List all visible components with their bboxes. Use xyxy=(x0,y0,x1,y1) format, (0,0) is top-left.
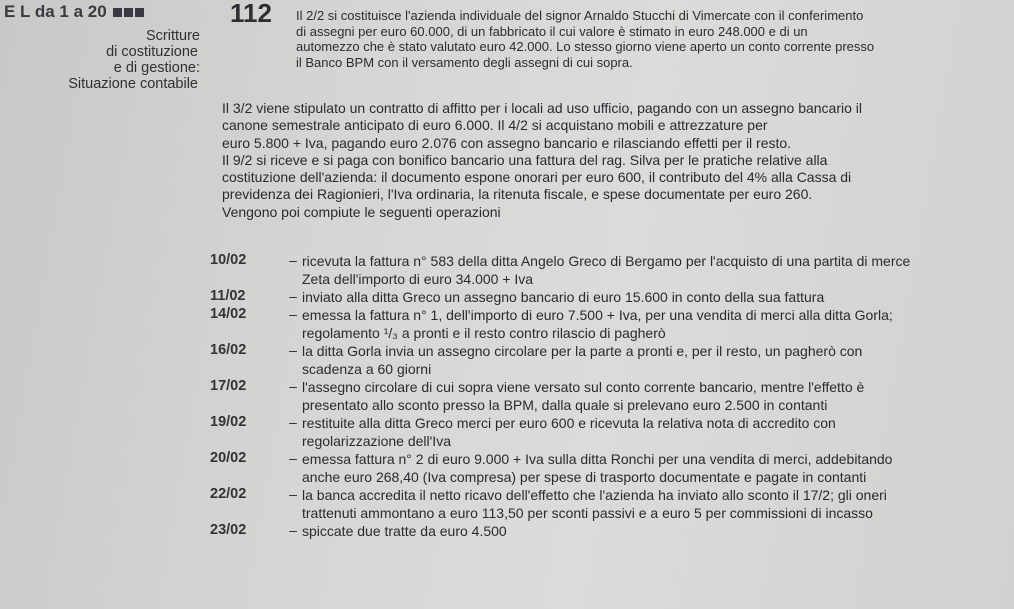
operation-text: spiccate due tratte da euro 4.500 xyxy=(302,523,507,539)
operation-text: la banca accredita il netto ricavo dell'effetto che l'azienda ha inviato allo sconto il 17/2; gli oneri xyxy=(302,487,887,503)
operation-item: 14/02 – emessa la fattura n° 1, dell'importo di euro 7.500 + Iva, per una vendita di merci alla ditta Gorla; regolamento ¹/₃ a pronti e il resto contro rilascio di pagherò xyxy=(210,306,1010,342)
text-line: di assegni per euro 60.000, di un fabbricato il cui valore è stimato in euro 248.000 e di un xyxy=(296,23,808,39)
operation-text: emessa la fattura n° 1, dell'importo di euro 7.500 + Iva, per una vendita di merci alla ditta Gorla; xyxy=(302,307,893,323)
operation-item: 19/02 – restituite alla ditta Greco merci per euro 600 e ricevuta la relativa nota di accredito con regolarizzazione dell'Iva xyxy=(210,414,1010,450)
exercise-topic-sidebar xyxy=(4,28,204,92)
operation-text: regolamento ¹/₃ a pronti e il resto contro rilascio di pagherò xyxy=(302,325,666,341)
operation-text: presentato allo sconto presso la BPM, dalla quale si prelevano euro 2.500 in contanti xyxy=(302,397,828,413)
operation-text: l'assegno circolare di cui sopra viene versato sul conto corrente bancario, mentre l'effetto è xyxy=(302,379,865,395)
text-line: Il 9/2 si riceve e si paga con bonifico bancario una fattura del rag. Silva per le pratiche relative alla xyxy=(222,151,828,168)
square-bullet-icon xyxy=(124,8,133,17)
operation-text: scadenza a 60 giorni xyxy=(302,361,432,377)
operation-item: 23/02 – spiccate due tratte da euro 4.500 xyxy=(210,522,1010,540)
topic-line: di costituzione xyxy=(106,44,198,60)
chapter-range-header xyxy=(4,2,144,22)
operation-date: 11/02 xyxy=(210,288,246,304)
operation-item: 11/02 – inviato alla ditta Greco un assegno bancario di euro 15.600 in conto della sua fattura xyxy=(210,288,1010,306)
operation-text: anche euro 268,40 (Iva compresa) per spese di trasporto documentate e pagate in contanti xyxy=(302,469,867,485)
operation-item: 20/02 – emessa fattura n° 2 di euro 9.000 + Iva sulla ditta Ronchi per una vendita di merci, addebitando anche euro 268,40 (Iva compresa) per spese di trasporto documentate e pagate in contanti xyxy=(210,450,1010,486)
topic-line: Situazione contabile xyxy=(68,76,198,92)
operation-date: 22/02 xyxy=(210,486,247,502)
operation-text: regolarizzazione dell'Iva xyxy=(302,433,451,449)
text-line: Vengono poi compiute le seguenti operazioni xyxy=(222,203,501,220)
operation-item: 22/02 – la banca accredita il netto ricavo dell'effetto che l'azienda ha inviato allo sconto il 17/2; gli oneri trattenuti ammontano a euro 113,50 per sconti passivi e a euro 5 per commissioni di incasso xyxy=(210,486,1010,522)
operation-item: 16/02 – la ditta Gorla invia un assegno circolare per la parte a pronti e, per il resto, un pagherò con scadenza a 60 giorni xyxy=(210,342,1010,378)
operation-text: restituite alla ditta Greco merci per euro 600 e ricevuta la relativa nota di accredito con xyxy=(302,415,836,431)
text-line: previdenza dei Ragionieri, l'Iva ordinaria, la ritenuta fiscale, e spese documentate per euro 260. xyxy=(222,186,813,203)
operation-date: 10/02 xyxy=(210,252,247,268)
text-line: costituzione dell'azienda: il documento espone onorari per euro 600, il contributo del 4% alla Cassa di xyxy=(222,169,852,186)
text-line: canone semestrale anticipato di euro 6.000. Il 4/2 si acquistano mobili e attrezzature per xyxy=(222,117,768,134)
text-line: euro 5.800 + Iva, pagando euro 2.076 con assegno bancario e rilasciando effetti per il resto. xyxy=(222,134,792,151)
operation-text: la ditta Gorla invia un assegno circolare per la parte a pronti e, per il resto, un pagherò con xyxy=(302,343,863,359)
operation-date: 19/02 xyxy=(210,414,247,430)
operations-list xyxy=(210,252,1010,540)
operation-text: trattenuti ammontano a euro 113,50 per sconti passivi e a euro 5 per commissioni di incasso xyxy=(302,505,873,521)
operation-item: 17/02 – l'assegno circolare di cui sopra viene versato sul conto corrente bancario, mentre l'effetto è presentato allo sconto presso la BPM, dalla quale si prelevano euro 2.500 in contanti xyxy=(210,378,1010,414)
operation-text: ricevuta la fattura n° 583 della ditta Angelo Greco di Bergamo per l'acquisto di una partita di merce xyxy=(302,253,911,269)
square-bullet-icon xyxy=(135,8,144,17)
text-line: Il 3/2 viene stipulato un contratto di affitto per i locali ad uso ufficio, pagando con un assegno bancario il xyxy=(222,100,863,116)
text-line: il Banco BPM con il versamento degli assegni di cui sopra. xyxy=(296,54,633,70)
operation-date: 23/02 xyxy=(210,522,247,538)
operation-text: emessa fattura n° 2 di euro 9.000 + Iva sulla ditta Ronchi per una vendita di merci, addebitando xyxy=(302,451,893,467)
exercise-number: 112 xyxy=(230,0,272,28)
topic-line: e di gestione: xyxy=(113,60,200,76)
operation-item: 10/02 – ricevuta la fattura n° 583 della ditta Angelo Greco di Bergamo per l'acquisto di una partita di merce Zeta dell'importo di euro 34.000 + Iva xyxy=(210,252,1010,288)
operation-text: Zeta dell'importo di euro 34.000 + Iva xyxy=(302,271,534,287)
exercise-body xyxy=(222,100,1007,221)
chapter-range-label: E L da 1 a 20 xyxy=(4,2,107,21)
intro-paragraph xyxy=(296,8,1006,70)
operation-date: 20/02 xyxy=(210,450,247,466)
topic-line: Scritture xyxy=(146,28,200,44)
text-line: Il 2/2 si costituisce l'azienda individuale del signor Arnaldo Stucchi di Vimercate con il conferimento xyxy=(296,8,864,23)
operation-date: 16/02 xyxy=(210,342,247,358)
operation-date: 14/02 xyxy=(210,306,247,322)
operation-text: inviato alla ditta Greco un assegno bancario di euro 15.600 in conto della sua fattura xyxy=(302,289,825,305)
square-bullet-icon xyxy=(113,8,122,17)
text-line: automezzo che è stato valutato euro 42.000. Lo stesso giorno viene aperto un conto corrente presso xyxy=(296,39,875,54)
operation-date: 17/02 xyxy=(210,378,247,394)
